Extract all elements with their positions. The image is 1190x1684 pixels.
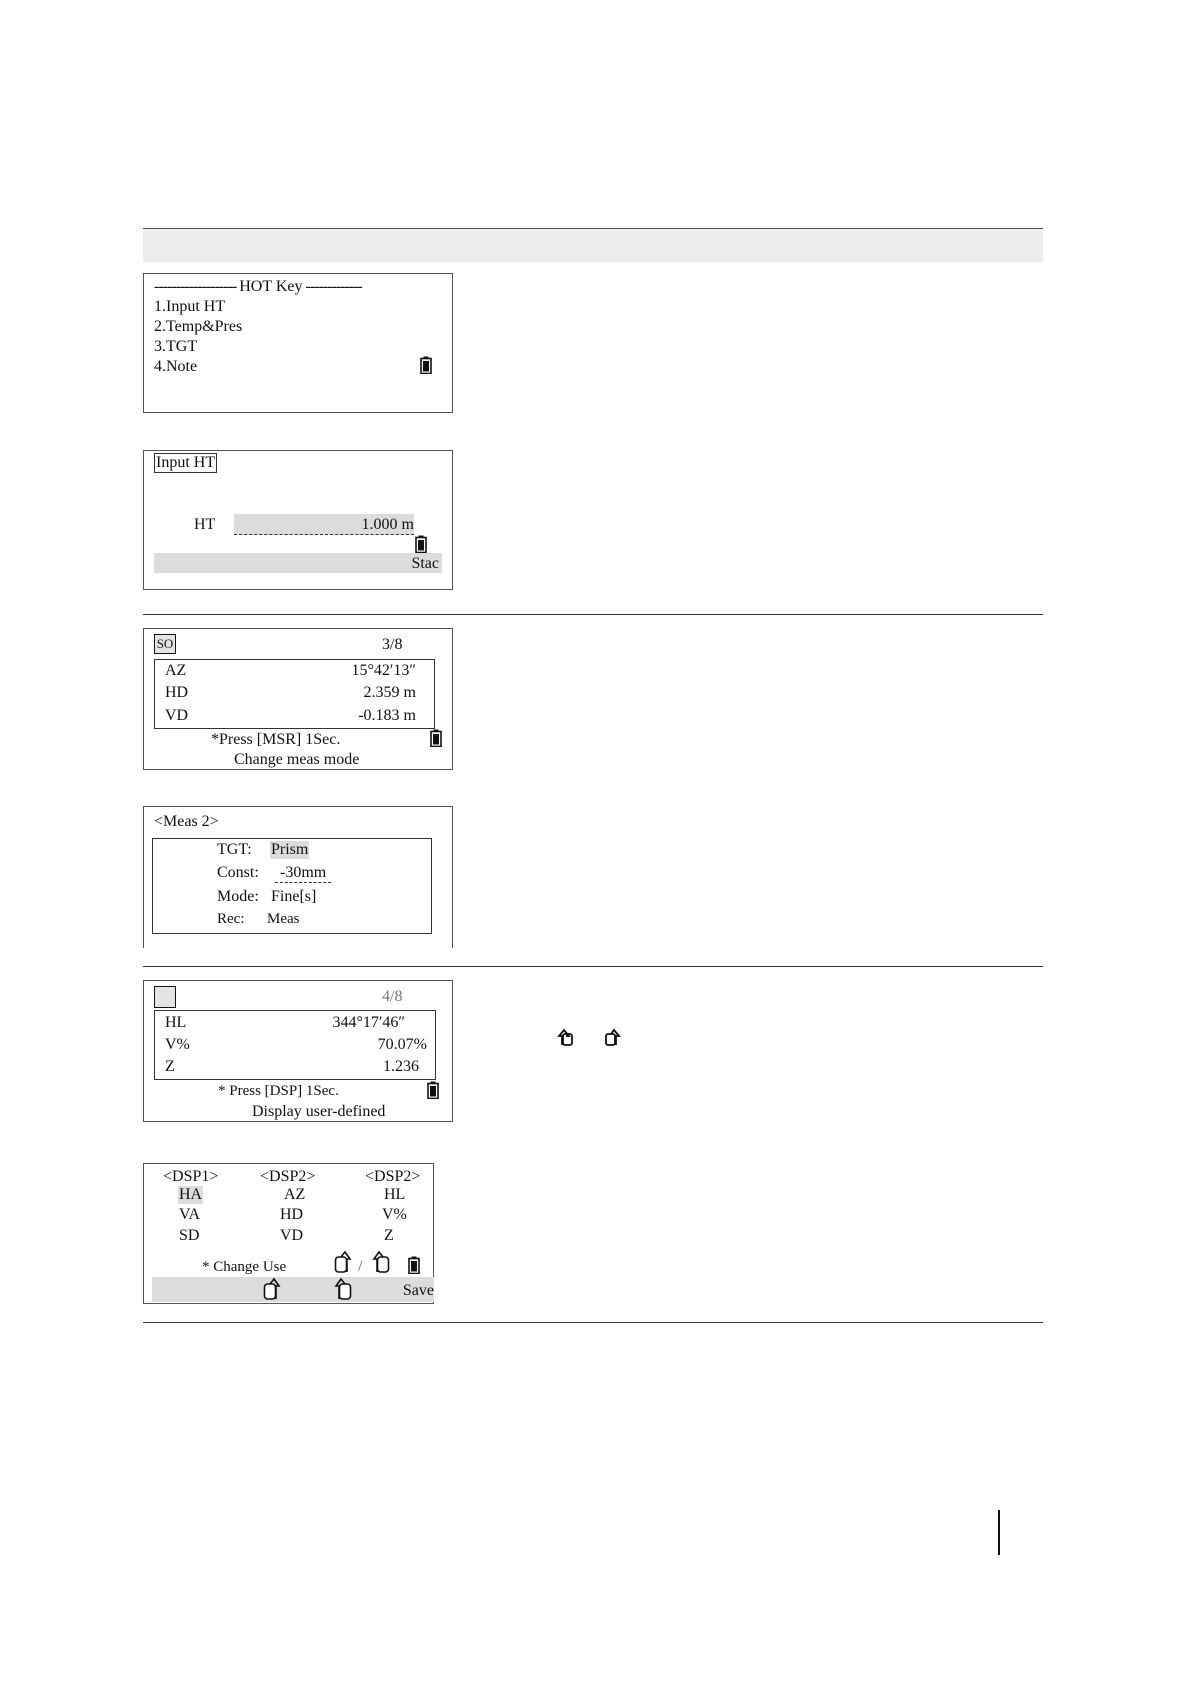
- measurement-box: [154, 1010, 436, 1080]
- battery-icon: [408, 1256, 420, 1274]
- stac-softkey[interactable]: Stac: [411, 555, 439, 572]
- ht-value: 1.000 m: [361, 516, 414, 533]
- mode-indicator: SO: [154, 634, 176, 654]
- meas2-settings-box: [152, 838, 432, 934]
- dsp2-item-az[interactable]: AZ: [284, 1186, 306, 1203]
- hint-change-use: * Change Use: [202, 1259, 287, 1275]
- meas2-title: <Meas 2>: [154, 813, 219, 830]
- page-indicator: 4/8: [382, 988, 403, 1005]
- section-divider: [143, 966, 1043, 967]
- separator-slash: /: [358, 1258, 363, 1275]
- dsp3-item-hl[interactable]: HL: [384, 1186, 406, 1203]
- dsp1-item-va[interactable]: VA: [179, 1206, 201, 1223]
- shift-right-key-icon: [604, 1028, 622, 1046]
- dsp2-header: <DSP2>: [260, 1168, 316, 1185]
- section-divider: [143, 614, 1043, 615]
- z-label: Z: [165, 1058, 175, 1075]
- hd-value: 2.359 m: [363, 684, 416, 701]
- display-screen: [143, 980, 453, 1122]
- dsp1-item-sd[interactable]: SD: [179, 1227, 200, 1244]
- mode-label: Mode:: [217, 888, 259, 905]
- shift-right-softkey-icon[interactable]: [263, 1277, 281, 1301]
- ht-input[interactable]: [234, 514, 414, 535]
- const-value[interactable]: -30mm: [275, 864, 331, 883]
- menu-item-tgt[interactable]: 3.TGT: [154, 338, 198, 355]
- menu-item-note[interactable]: 4.Note: [154, 358, 198, 375]
- vd-label: VD: [165, 707, 189, 724]
- mode-indicator-blank: [154, 986, 176, 1008]
- battery-icon: [415, 535, 427, 553]
- az-value: 15°42′13″: [351, 662, 416, 679]
- menu-item-input-ht[interactable]: 1.Input HT: [154, 298, 226, 315]
- const-label: Const:: [217, 864, 259, 881]
- softkey-bar: [152, 1277, 434, 1302]
- save-softkey[interactable]: Save: [402, 1282, 434, 1299]
- tgt-label: TGT:: [217, 841, 252, 858]
- hd-label: HD: [165, 684, 189, 701]
- vd-value: -0.183 m: [358, 707, 416, 724]
- hint-display-user-defined: Display user-defined: [252, 1103, 386, 1120]
- stakeout-screen: [143, 628, 453, 770]
- battery-icon: [430, 729, 442, 747]
- hotkey-title-line: ------------------- HOT Key -------------: [154, 278, 362, 295]
- hotkey-screen: [143, 273, 453, 413]
- page-indicator: 3/8: [382, 636, 403, 653]
- hotkey-title: HOT Key: [239, 278, 303, 295]
- hl-label: HL: [165, 1014, 187, 1031]
- shift-right-key-icon: [334, 1250, 352, 1274]
- input-ht-screen: [143, 450, 453, 590]
- v-percent-value: 70.07%: [377, 1036, 427, 1053]
- hint-press-dsp: * Press [DSP] 1Sec.: [218, 1083, 339, 1099]
- mode-value[interactable]: Fine[s]: [271, 888, 317, 905]
- v-percent-label: V%: [165, 1036, 190, 1053]
- shift-left-softkey-icon[interactable]: [334, 1277, 352, 1301]
- page-edge-marker: [998, 1510, 1000, 1555]
- dsp3-header: <DSP2>: [365, 1168, 421, 1185]
- rec-value[interactable]: Meas: [267, 911, 300, 927]
- input-ht-title: Input HT: [156, 454, 216, 471]
- dsp-config-screen: [143, 1163, 434, 1304]
- shift-left-key-icon: [372, 1250, 390, 1274]
- dsp3-item-z[interactable]: Z: [384, 1227, 394, 1244]
- shift-left-key-icon: [557, 1028, 575, 1046]
- dsp1-header: <DSP1>: [163, 1168, 219, 1185]
- dsp1-item-ha[interactable]: HA: [179, 1186, 203, 1203]
- ht-label: HT: [194, 516, 216, 533]
- hint-change-meas-mode: Change meas mode: [234, 751, 360, 768]
- dsp2-item-hd[interactable]: HD: [280, 1206, 304, 1223]
- section-header-band: [143, 228, 1043, 262]
- rec-label: Rec:: [217, 911, 245, 927]
- dsp2-item-vd[interactable]: VD: [280, 1227, 304, 1244]
- battery-icon: [427, 1081, 439, 1099]
- meas2-screen: [143, 806, 453, 948]
- measurement-box: [154, 659, 435, 729]
- hint-press-msr: *Press [MSR] 1Sec.: [211, 731, 341, 748]
- hl-value: 344°17′46″: [332, 1014, 405, 1031]
- menu-item-temp-pres[interactable]: 2.Temp&Pres: [154, 318, 243, 335]
- battery-icon: [420, 356, 432, 374]
- az-label: AZ: [165, 662, 187, 679]
- dsp3-item-v-percent[interactable]: V%: [382, 1206, 407, 1223]
- section-divider: [143, 1322, 1043, 1323]
- tgt-value[interactable]: Prism: [271, 841, 309, 858]
- softkey-bar: [154, 553, 442, 573]
- z-value: 1.236: [383, 1058, 419, 1075]
